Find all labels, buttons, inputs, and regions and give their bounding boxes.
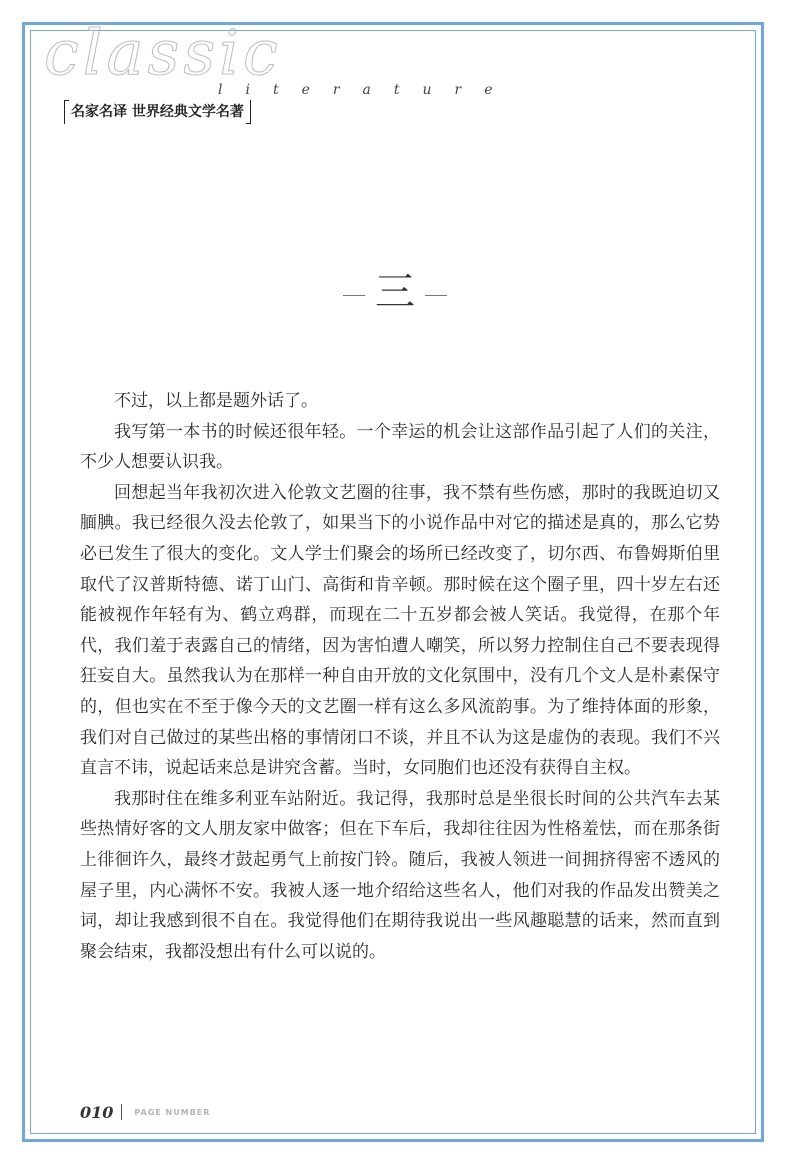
paragraph: 我写第一本书的时候还很年轻。一个幸运的机会让这部作品引起了人们的关注，不少人想要认识我。 — [80, 421, 720, 473]
chapter-dash-left — [343, 295, 365, 296]
literature-subtitle: literature — [218, 82, 516, 98]
page-number-divider — [121, 1104, 122, 1120]
series-title: 名家名译 世界经典文学名著 — [64, 100, 251, 124]
classic-watermark: classic — [44, 16, 282, 89]
chapter-number: 三 — [375, 269, 415, 315]
page-footer — [80, 1102, 210, 1122]
paragraph: 回想起当年我初次进入伦敦文艺圈的往事，我不禁有些伤感，那时的我既迫切又腼腆。我已经很久没去伦敦了，如果当下的小说作品中对它的描述是真的，那么它势必已发生了很大的变化。文人学士们聚会的场所已经改变了，切尔西、布鲁姆斯伯里取代了汉普斯特德、诺丁山门、高街和肯辛顿。那时候在这个圈子里，四十岁左右还能被视作年轻有为、鹤立鸡群，而现在二十五岁都会被人笑话。我觉得，在那个年代，我们羞于表露自己的情绪，因为害怕遭人嘲笑，所以努力控制住自己不要表现得狂妄自大。虽然我认为在那样一种自由开放的文化氛围中，没有几个文人是朴素保守的，但也实在不至于像今天的文艺圈一样有这么多风流韵事。为了维持体面的形象，我们对自己做过的某些出格的事情闭口不谈，并且不认为这是虚伪的表现。我们不兴直言不讳，说起话来总是讲究含蓄。当时，女同胞们也还没有获得自主权。 — [80, 482, 720, 779]
chapter-dash-right — [425, 295, 447, 296]
paragraph: 我那时住在维多利亚车站附近。我记得，我那时总是坐很长时间的公共汽车去某些热情好客的文人朋友家中做客；但在下车后，我却往往因为性格羞怯，而在那条街上徘徊许久，最终才鼓起勇气上前按门铃。随后，我被人领进一间拥挤得密不透风的屋子里，内心满怀不安。我被人逐一地介绍给这些名人，他们对我的作品发出赞美之词，却让我感到很不自在。我觉得他们在期待我说出一些风趣聪慧的话来，然而直到聚会结束，我都没想出有什么可以说的。 — [80, 788, 720, 962]
page-number: 010 — [80, 1102, 114, 1122]
paragraph: 不过，以上都是题外话了。 — [114, 391, 318, 411]
chapter-heading — [0, 268, 790, 316]
page-number-label: PAGE NUMBER — [134, 1107, 211, 1117]
body-text — [80, 386, 720, 967]
